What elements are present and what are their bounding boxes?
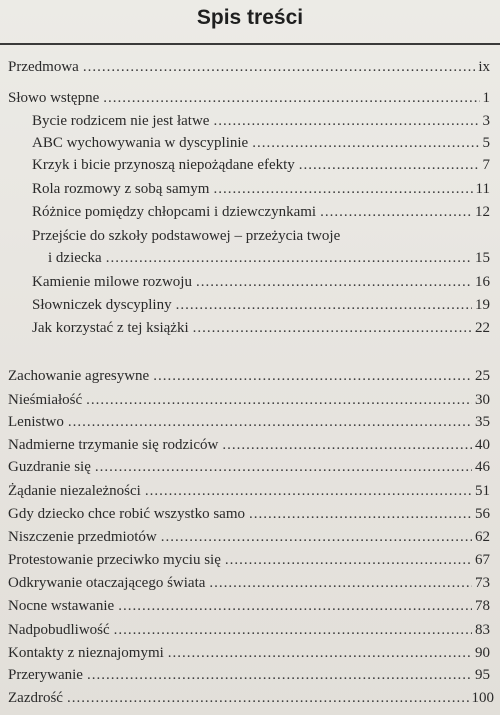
dot-leader	[222, 436, 472, 454]
dot-leader	[118, 597, 472, 615]
toc-entry-label: Przerywanie	[8, 667, 83, 683]
dot-leader	[320, 203, 472, 221]
toc-page-number: 73	[475, 575, 490, 591]
toc-entry-label: Lenistwo	[8, 414, 64, 430]
toc-page-number: 78	[475, 598, 490, 614]
dot-leader	[67, 689, 469, 707]
toc-entry-label: Przejście do szkoły podstawowej – przeżycia twoje	[32, 228, 341, 244]
toc-entry-label: Zachowanie agresywne	[8, 368, 150, 384]
toc-entry-label: Różnice pomiędzy chłopcami i dziewczynkami	[32, 204, 317, 220]
toc-page-number: 25	[475, 368, 490, 384]
toc-page-number: 90	[475, 645, 490, 661]
toc-entry	[8, 58, 490, 76]
toc-page-number: 7	[482, 157, 490, 173]
toc-entry	[8, 551, 490, 569]
toc-entry	[32, 296, 490, 314]
dot-leader	[213, 112, 479, 130]
toc-page-number: 1	[482, 90, 490, 106]
toc-entry-label: Niszczenie przedmiotów	[8, 529, 157, 545]
toc-entry	[8, 89, 490, 107]
dot-leader	[83, 58, 476, 76]
toc-page-number: 40	[475, 437, 490, 453]
toc-page-number: 15	[475, 250, 490, 266]
toc-entry-label: Słowniczek dyscypliny	[32, 297, 172, 313]
dot-leader	[193, 319, 472, 337]
toc-entry-label: Krzyk i bicie przynoszą niepożądane efekty	[32, 157, 295, 173]
dot-leader	[103, 89, 479, 107]
toc-entry	[8, 436, 490, 454]
toc-entry	[8, 597, 490, 615]
toc-entry	[8, 413, 490, 431]
dot-leader	[87, 666, 472, 684]
dot-leader	[68, 413, 472, 431]
dot-leader	[106, 249, 472, 267]
toc-entry-label: Rola rozmowy z sobą samym	[32, 181, 210, 197]
toc-entry-label: Słowo wstępne	[8, 90, 100, 106]
toc-entry-label-continued: i dziecka	[48, 250, 102, 266]
dot-leader	[196, 273, 472, 291]
toc-entry	[8, 505, 490, 523]
toc-entry	[8, 644, 490, 662]
toc-page-number: 83	[475, 622, 490, 638]
toc-entry	[8, 666, 490, 684]
toc-page-number: 67	[475, 552, 490, 568]
toc-page-number: 22	[475, 320, 490, 336]
toc-page-number: 51	[475, 483, 490, 499]
toc-page-number: 16	[475, 274, 490, 290]
toc-entry-label: Bycie rodzicem nie jest łatwe	[32, 113, 210, 129]
toc-entry	[8, 458, 490, 476]
toc-page-number: 100	[471, 690, 494, 706]
toc-entry	[32, 203, 490, 221]
dot-leader	[225, 551, 472, 569]
toc-page-number: 62	[475, 529, 490, 545]
page-title: Spis treści	[196, 6, 304, 29]
toc-entry	[8, 528, 490, 546]
dot-leader	[114, 621, 472, 639]
toc-entry	[8, 689, 494, 707]
toc-page-number: 19	[475, 297, 490, 313]
toc-entry	[32, 156, 490, 174]
toc-entry-label: Nadpobudliwość	[8, 622, 110, 638]
dot-leader	[168, 644, 472, 662]
toc-entry	[8, 367, 490, 385]
toc-page-number: 11	[475, 181, 490, 197]
dot-leader	[95, 458, 472, 476]
toc-entry-label: Nocne wstawanie	[8, 598, 115, 614]
dot-leader	[249, 505, 472, 523]
toc-entry-label: Nieśmiałość	[8, 392, 83, 408]
dot-leader	[213, 180, 472, 198]
toc-entry	[8, 621, 490, 639]
toc-entry	[8, 391, 490, 409]
toc-entry	[48, 249, 490, 267]
toc-entry	[32, 319, 490, 337]
toc-page-number: 95	[475, 667, 490, 683]
toc-page-number: 46	[475, 459, 490, 475]
toc-entry-label: Przedmowa	[8, 59, 79, 75]
toc-entry	[32, 112, 490, 130]
toc-entry-label: Kontakty z nieznajomymi	[8, 645, 164, 661]
toc-page-number: ix	[478, 59, 490, 75]
dot-leader	[252, 134, 479, 152]
toc-entry-label: Guzdranie się	[8, 459, 91, 475]
dot-leader	[153, 367, 472, 385]
toc-page-number: 35	[475, 414, 490, 430]
toc-entry-label: Zazdrość	[8, 690, 63, 706]
toc-entry	[8, 482, 490, 500]
toc-page-number: 30	[475, 392, 490, 408]
toc-entry-label: Gdy dziecko chce robić wszystko samo	[8, 506, 246, 522]
toc-entry-label: Protestowanie przeciwko myciu się	[8, 552, 221, 568]
title-rule	[0, 43, 500, 45]
dot-leader	[209, 574, 472, 592]
toc-page-number: 5	[482, 135, 490, 151]
dot-leader	[299, 156, 480, 174]
dot-leader	[86, 391, 472, 409]
toc-entry	[8, 574, 490, 592]
dot-leader	[145, 482, 472, 500]
toc-entry	[32, 273, 490, 291]
dot-leader	[176, 296, 472, 314]
toc-entry-label: Odkrywanie otaczającego świata	[8, 575, 206, 591]
toc-entry-label: ABC wychowywania w dyscyplinie	[32, 135, 249, 151]
toc-entry-label: Kamienie milowe rozwoju	[32, 274, 192, 290]
toc-page-number: 56	[475, 506, 490, 522]
toc-page-number: 12	[475, 204, 490, 220]
toc-entry	[32, 134, 490, 152]
toc-entry	[32, 180, 490, 198]
dot-leader	[161, 528, 472, 546]
toc-entry-label: Jak korzystać z tej książki	[32, 320, 189, 336]
toc-entry-label: Żądanie niezależności	[8, 483, 141, 499]
toc-entry-label: Nadmierne trzymanie się rodziców	[8, 437, 219, 453]
toc-page-number: 3	[482, 113, 490, 129]
